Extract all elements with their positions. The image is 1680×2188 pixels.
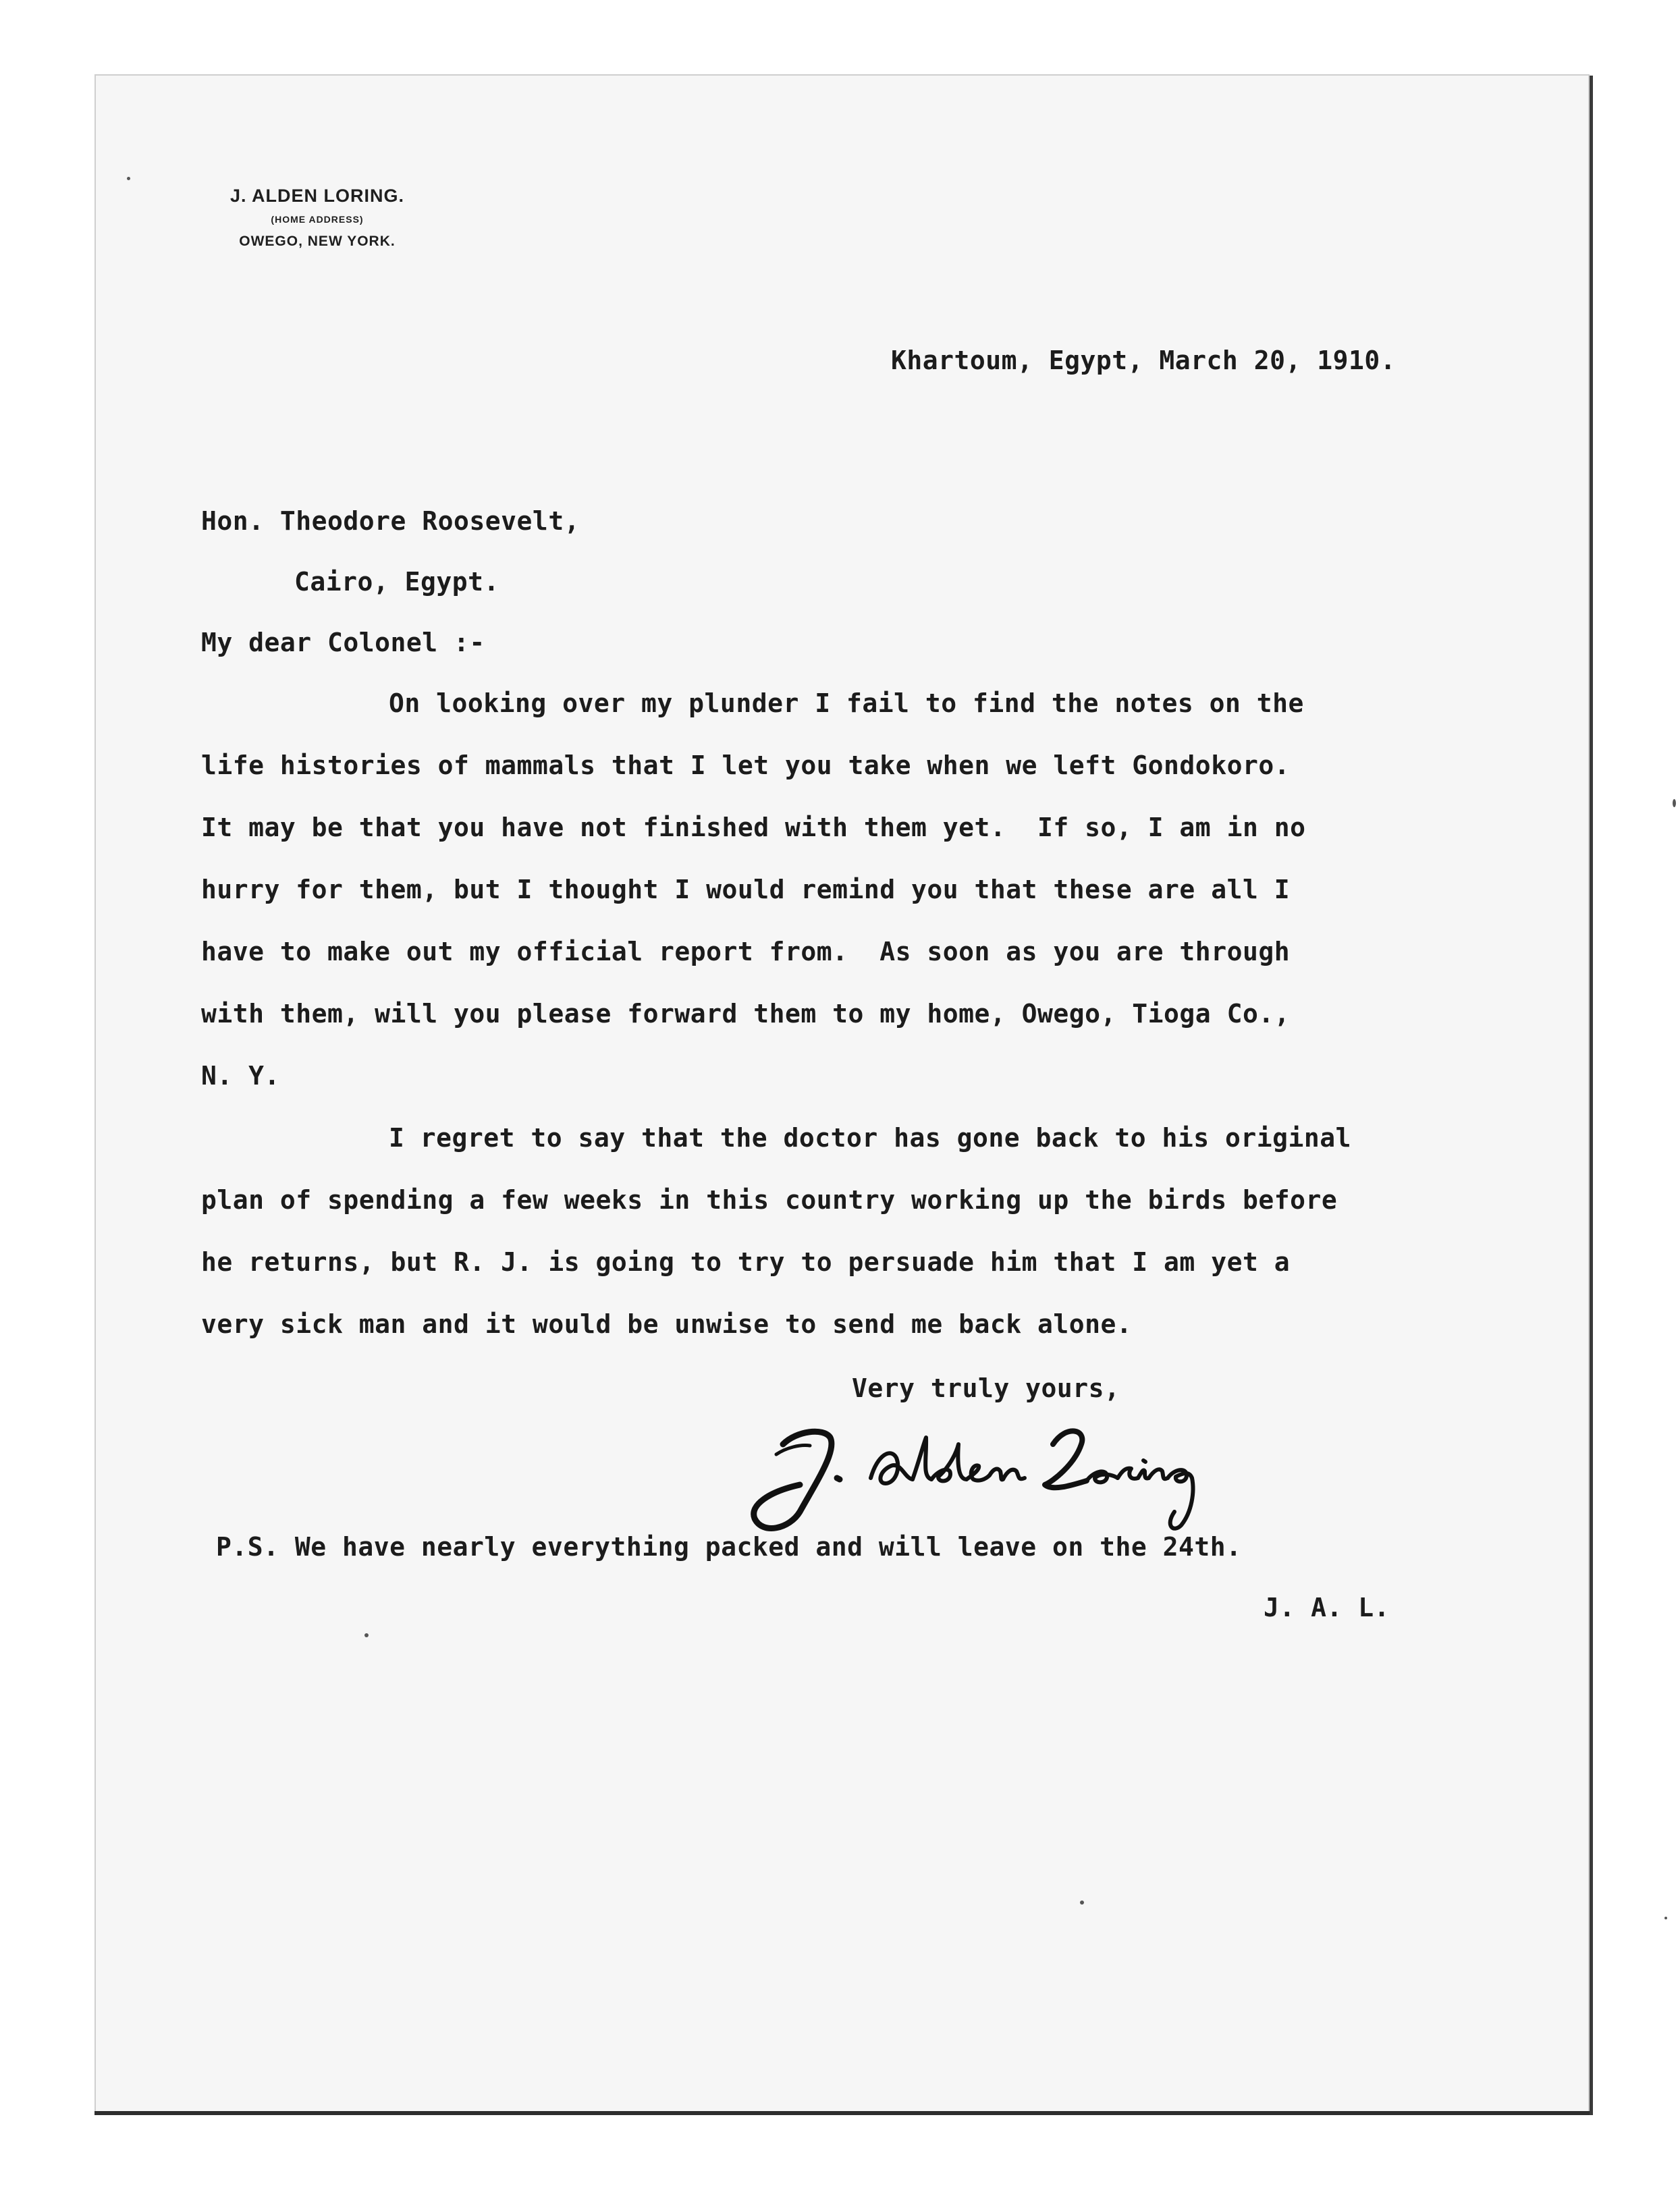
- paper-right-edge: [1590, 76, 1593, 2115]
- body-line: very sick man and it would be unwise to send me back alone.: [201, 1309, 1133, 1339]
- paper-speck: [364, 1633, 369, 1637]
- recipient-name: Hon. Theodore Roosevelt,: [201, 506, 580, 536]
- recipient-location: Cairo, Egypt.: [294, 567, 499, 597]
- signature: [736, 1417, 1222, 1539]
- body-line: with them, will you please forward them to my home, Owego, Tioga Co.,: [201, 999, 1291, 1029]
- body-line: On looking over my plunder I fail to find the notes on the: [389, 688, 1304, 718]
- paper-speck: [1673, 799, 1676, 807]
- paper-bottom-edge: [94, 2111, 1592, 2115]
- paper-speck: [127, 177, 130, 180]
- letterhead: [169, 182, 466, 254]
- letterhead-address: OWEGO, NEW YORK.: [239, 234, 396, 249]
- body-line: have to make out my official report from. As soon as you are through: [201, 937, 1291, 966]
- paper-speck: [1664, 1917, 1667, 1919]
- initials: J. A. L.: [1264, 1593, 1390, 1622]
- body-line: hurry for them, but I thought I would remind you that these are all I: [201, 875, 1291, 904]
- body-line: N. Y.: [201, 1061, 280, 1091]
- salutation: My dear Colonel :-: [201, 628, 485, 657]
- body-line: he returns, but R. J. is going to try to persuade him that I am yet a: [201, 1247, 1291, 1277]
- body-line: plan of spending a few weeks in this country working up the birds before: [201, 1185, 1338, 1215]
- paper-speck: [1080, 1900, 1084, 1905]
- body-line: It may be that you have not finished with them yet. If so, I am in no: [201, 813, 1306, 842]
- postscript: P.S. We have nearly everything packed and will leave on the 24th.: [216, 1532, 1242, 1562]
- letterhead-name: J. ALDEN LORING.: [229, 186, 404, 206]
- letterhead-address-label: (HOME ADDRESS): [271, 214, 364, 225]
- dateline: Khartoum, Egypt, March 20, 1910.: [891, 346, 1397, 375]
- paper-sheet: [94, 74, 1590, 2112]
- closing: Very truly yours,: [852, 1373, 1120, 1403]
- body-line: I regret to say that the doctor has gone back to his original: [389, 1123, 1352, 1153]
- body-line: life histories of mammals that I let you take when we left Gondokoro.: [201, 750, 1291, 780]
